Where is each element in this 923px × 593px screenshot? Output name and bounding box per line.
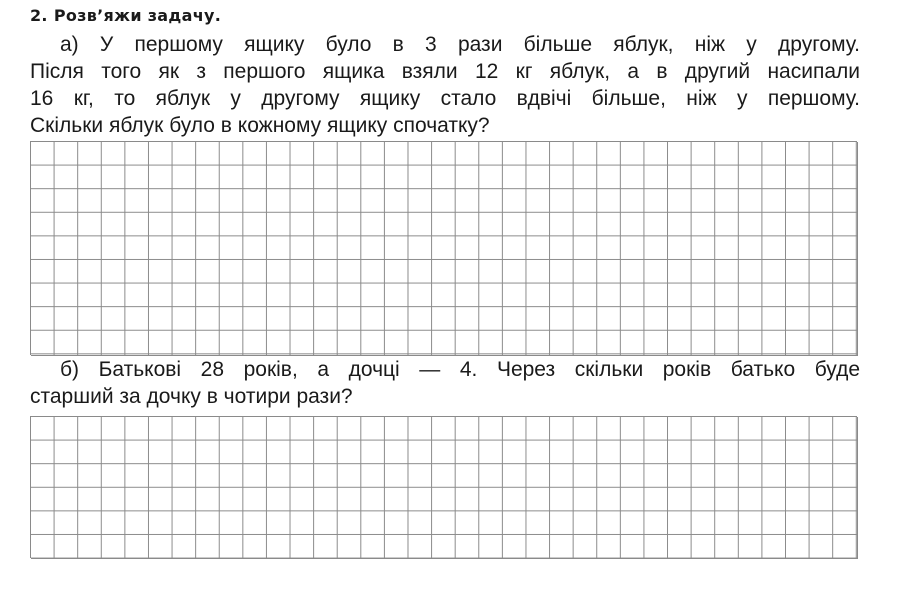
problem-a-line-3: 16 кг, то яблук у другому ящику стало вдвічі більше, ніж у першому.	[30, 87, 860, 110]
task-header	[30, 6, 221, 25]
problem-b-line-1: б) Батькові 28 років, а дочці — 4. Через скільки років батько буде	[60, 358, 860, 381]
task-number: 2.	[30, 6, 48, 25]
problem-a-line-4: Скільки яблук було в кожному ящику спочатку?	[30, 114, 490, 137]
problem-a-text	[30, 31, 860, 139]
problem-a-line-2: Після того як з першого ящика взяли 12 кг яблук, а в другий насипали	[30, 60, 860, 83]
problem-b-line-2: старший за дочку в чотири рази?	[30, 385, 353, 408]
task-instruction: Розв’яжи задачу.	[53, 6, 222, 25]
answer-grid-a[interactable]	[30, 141, 857, 355]
answer-grid-b[interactable]	[30, 416, 857, 558]
problem-b-text	[30, 356, 860, 410]
problem-a-line-1: а) У першому ящику було в 3 рази більше яблук, ніж у другому.	[60, 33, 860, 56]
